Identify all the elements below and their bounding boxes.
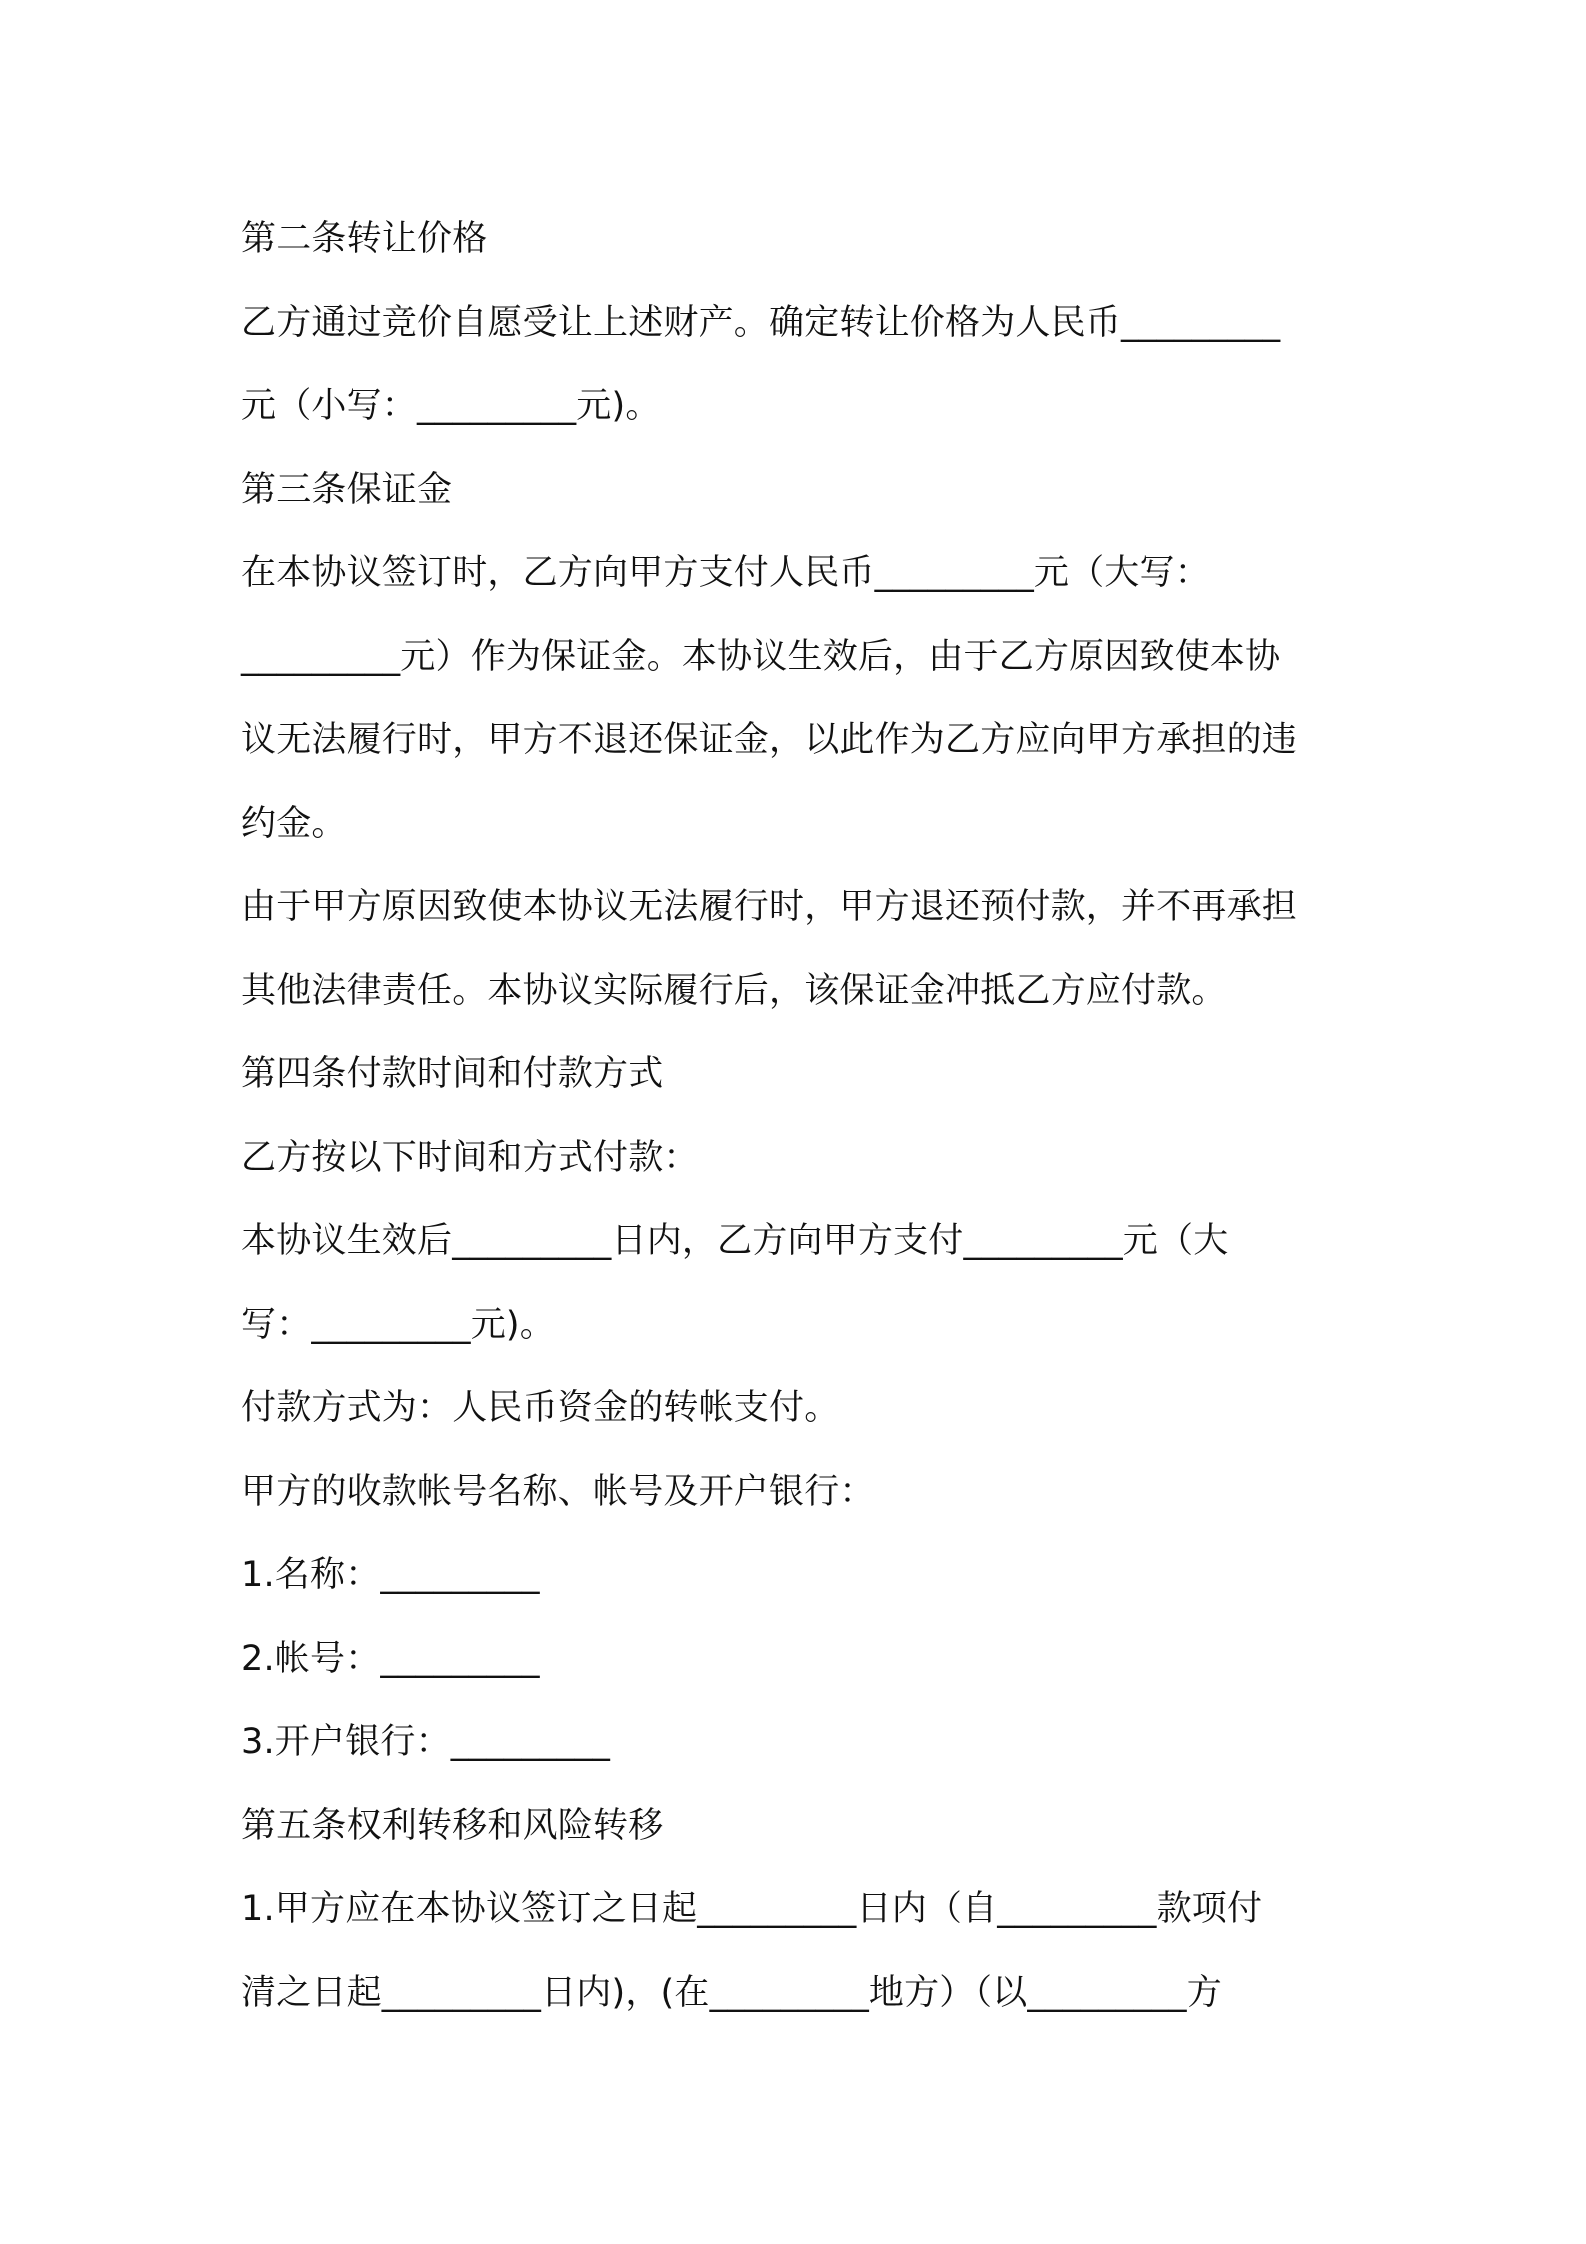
article-3-heading: 第三条保证金	[241, 469, 453, 510]
paragraph-line: 本协议生效后_________日内，乙方向甲方支付_________元（大	[241, 1221, 1229, 1261]
paragraph-line: 1.甲方应在本协议签订之日起_________日内（自_________款项付	[241, 1889, 1263, 1929]
paragraph-line: 清之日起_________日内)，(在_________地方）（以_________方	[241, 1972, 1222, 2013]
paragraph-line: 乙方按以下时间和方式付款：	[241, 1137, 699, 1178]
paragraph-line: 乙方通过竞价自愿受让上述财产。确定转让价格为人民币_________	[241, 302, 1281, 343]
list-item-name: 1.名称：_________	[241, 1555, 540, 1595]
paragraph-line: 元（小写：_________元)。	[241, 386, 661, 426]
list-item-account: 2.帐号：_________	[241, 1638, 540, 1679]
list-item-bank: 3.开户银行：_________	[241, 1722, 611, 1762]
article-2-heading: 第二条转让价格	[241, 219, 488, 259]
paragraph-line: 约金。	[241, 803, 347, 844]
paragraph-line: 在本协议签订时，乙方向甲方支付人民币_________元（大写：	[241, 553, 1210, 593]
paragraph-line: 其他法律责任。本协议实际履行后，该保证金冲抵乙方应付款。	[241, 970, 1227, 1011]
paragraph-line: 甲方的收款帐号名称、帐号及开户银行：	[241, 1471, 875, 1512]
paragraph-line: 议无法履行时，甲方不退还保证金，以此作为乙方应向甲方承担的违	[241, 720, 1298, 760]
article-5-heading: 第五条权利转移和风险转移	[241, 1805, 664, 1846]
paragraph-line: _________元）作为保证金。本协议生效后，由于乙方原因致使本协	[241, 636, 1281, 677]
paragraph-line: 付款方式为：人民币资金的转帐支付。	[241, 1388, 840, 1428]
paragraph-line: 写：_________元)。	[241, 1304, 555, 1345]
paragraph-line: 由于甲方原因致使本协议无法履行时，甲方退还预付款，并不再承担	[241, 887, 1298, 927]
contract-text-body	[241, 198, 1361, 2035]
article-4-heading: 第四条付款时间和付款方式	[241, 1054, 664, 1094]
